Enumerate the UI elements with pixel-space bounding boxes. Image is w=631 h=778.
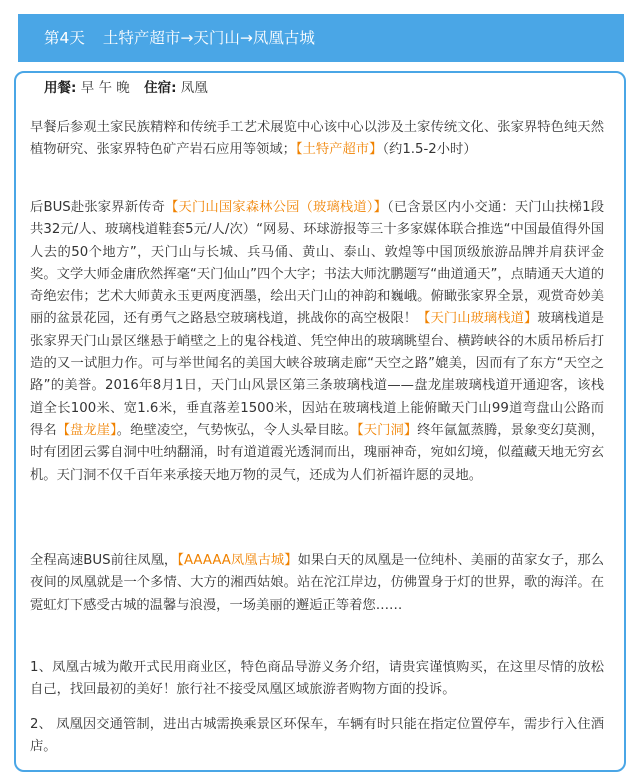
highlight-fenghuang-town: 【AAAAA凤凰古城】 bbox=[177, 553, 298, 568]
lodging-value: 凤凰 bbox=[180, 80, 208, 96]
text-segment: 早餐后参观土家民族精粹和传统手工艺术展览中心该中心以涉及土家传统文化、张家界特色纯天然植物研究、张家界特色矿产岩石应用等领域； bbox=[30, 120, 604, 158]
text-segment: （已含景区内小交通：天门山扶梯1段共32元/人、玻璃栈道鞋套5元/人/次）“网易、环球游报等三十多家媒体联合推选“中国最值得外国人去的50个地方”，天门山与长城、兵马俑、黄山、泰山、敦煌等中国顶级旅游品牌并肩获评金奖。文学大师金庸欣然挥毫“天门仙山”四个大字；书法大师沈鹏题写“曲道通天”，点睛通天大道的奇绝宏伟；艺术大师黄永玉更两度洒墨，绘出天门山的神韵和巍峨。俯瞰张家界全景，观赏奇妙美丽的盆景花园，还有勇气之路悬空玻璃栈道，挑战你的高空极限！ bbox=[30, 200, 605, 327]
day-header-bar bbox=[18, 14, 624, 62]
note-shopping: 1、凤凰古城为敞开式民用商业区，特色商品导游义务介绍，请贵宾谨慎购买，在这里尽情的放松自己，找回最初的美好！旅行社不接受凤凰区域旅游者购物方面的投诉。 bbox=[30, 660, 604, 698]
day-route: 土特产超市→天门山→凤凰古城 bbox=[102, 29, 315, 47]
text-segment: 终年氤氲蒸腾，景象变幻莫测，时有团团云雾自洞中吐纳翻涌，时有道道霞光透洞而出，瑰丽神奇，宛如幻境，似蕴藏天地无穷玄机。天门洞不仅千百年来承接天地万物的灵气，还成为人们祈福许愿的灵地。 bbox=[30, 422, 604, 483]
highlight-panlong-cliff: 【盘龙崖】 bbox=[56, 422, 117, 438]
highlight-local-market: 【土特产超市】 bbox=[295, 142, 383, 158]
text-segment: 。绝壁凌空，气势恢弘，令人头晕目眩。 bbox=[116, 422, 358, 438]
meals-lodging-line bbox=[44, 78, 208, 98]
text-segment: 后BUS赴张家界新传奇 bbox=[30, 200, 166, 215]
meals-value: 早 午 晚 bbox=[80, 80, 130, 96]
highlight-glass-walkway: 【天门山玻璃栈道】 bbox=[417, 311, 538, 327]
paragraph-fenghuang bbox=[30, 550, 604, 617]
text-segment: 玻璃栈道是张家界天门山景区继悬于峭壁之上的鬼谷栈道、凭空伸出的玻璃眺望台、横跨峡谷的木质吊桥后打造的又一试胆力作。可与举世闻名的美国大峡谷玻璃走廊“天空之路”媲美，因而有了东方“天空之路”的美誉。2016年8月1日，天门山风景区第三条玻璃栈道——盘龙崖玻璃栈道开通迎客，该栈道全长100米、宽1.6米，垂直落差1500米，因站在玻璃栈道上能俯瞰天门山99道弯盘山公路而得名 bbox=[30, 311, 605, 438]
lodging-label: 住宿: bbox=[144, 80, 177, 96]
highlight-tianmen-cave: 【天门洞】 bbox=[357, 422, 418, 438]
paragraph-morning bbox=[30, 117, 604, 162]
highlight-tianmen-park: 【天门山国家森林公园（玻璃栈道）】 bbox=[165, 200, 388, 215]
text-segment: （约1.5-2小时） bbox=[382, 142, 477, 158]
meals-label: 用餐: bbox=[44, 80, 77, 96]
text-segment: 如果白天的凤凰是一位纯朴、美丽的苗家女子，那么夜间的凤凰就是一个多情、大方的湘西姑娘。站在沱江岸边，仿佛置身于灯的世界，歌的海洋。在霓虹灯下感受古城的温馨与浪漫，一场美丽的邂逅正等着您…… bbox=[30, 553, 605, 613]
paragraph-tianmen-mountain bbox=[30, 197, 604, 487]
note-traffic: 2、 凤凰因交通管制，进出古城需换乘景区环保车，车辆有时只能在指定位置停车，需步行入住酒店。 bbox=[30, 717, 604, 755]
text-segment: 全程高速BUS前往凤凰， bbox=[30, 553, 178, 568]
day-number: 第4天 bbox=[44, 29, 85, 47]
